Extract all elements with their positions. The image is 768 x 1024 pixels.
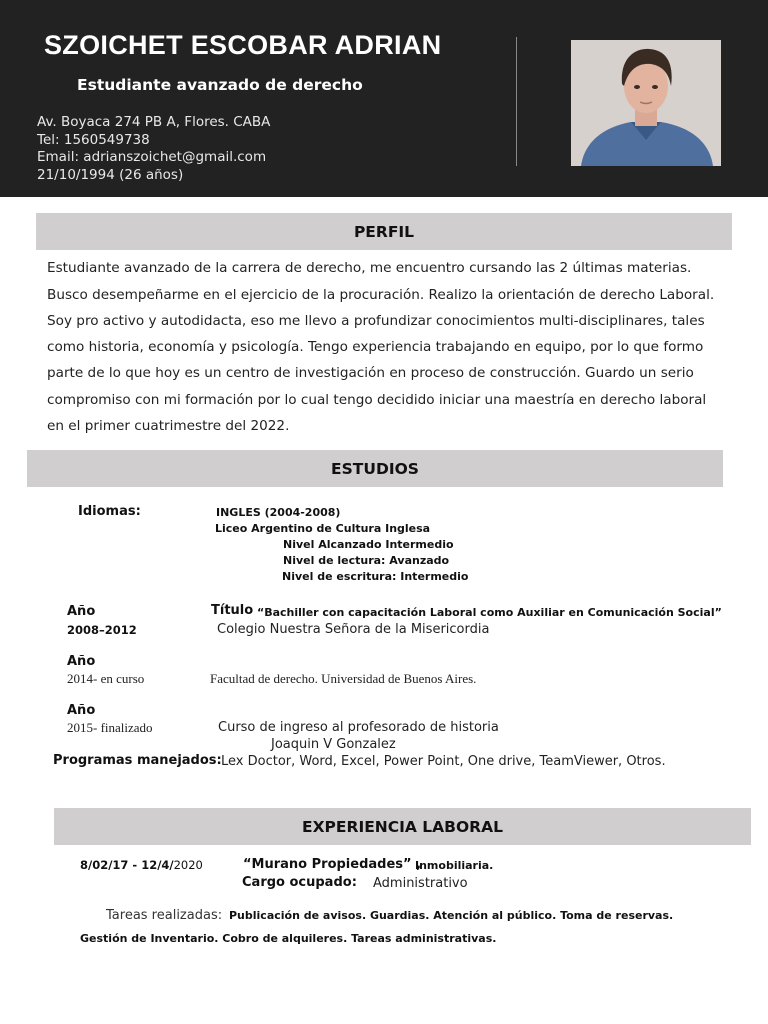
idioma-name: INGLES (2004-2008)	[216, 506, 341, 519]
idioma-writing: Nivel de escritura: Intermedio	[282, 570, 469, 583]
titulo-label: Título	[211, 603, 254, 618]
anio-label-1: Año	[67, 604, 96, 619]
perfil-line-1: Estudiante avanzado de la carrera de derecho, me encuentro cursando las 2 últimas materias.	[47, 260, 692, 276]
programas-label: Programas manejados:	[53, 753, 222, 768]
section-header-experiencia: EXPERIENCIA LABORAL	[54, 808, 751, 845]
anio-label-2: Año	[67, 654, 96, 669]
job-dates-year: 2020	[173, 858, 203, 872]
phone-text: Tel: 1560549738	[37, 132, 150, 148]
idioma-level: Nivel Alcanzado Intermedio	[283, 538, 454, 551]
section-header-estudios: ESTUDIOS	[27, 450, 723, 487]
job-company-type: Inmobiliaria.	[415, 859, 494, 872]
institution-entry-3-line-2: Joaquin V Gonzalez	[271, 737, 396, 752]
institution-entry-1: Colegio Nuestra Señora de la Misericordia	[217, 622, 490, 637]
years-entry-3: 2015- finalizado	[67, 720, 153, 735]
perfil-line-7: en el primer cuatrimestre del 2022.	[47, 418, 290, 434]
years-entry-2: 2014- en curso	[67, 671, 145, 686]
institution-entry-3: Curso de ingreso al profesorado de historia	[218, 720, 499, 735]
section-header-perfil: PERFIL	[36, 213, 732, 250]
tareas-label: Tareas realizadas:	[106, 908, 223, 923]
tareas-line-1: Publicación de avisos. Guardias. Atención al público. Toma de reservas.	[229, 909, 674, 922]
perfil-line-2: Busco desempeñarme en el ejercicio de la procuración. Realizo la orientación de derecho Laboral.	[47, 287, 715, 303]
idiomas-label: Idiomas:	[78, 504, 141, 519]
anio-label-3: Año	[67, 703, 96, 718]
cargo-value: Administrativo	[373, 876, 468, 891]
perfil-line-6: compromiso con mi formación por lo cual tengo decidido iniciar una maestría en derecho laboral	[47, 392, 707, 408]
institution-entry-2: Facultad de derecho. Universidad de Buenos Aires.	[210, 671, 477, 686]
idioma-institution: Liceo Argentino de Cultura Inglesa	[215, 522, 431, 535]
perfil-line-5: parte de lo que hoy es un centro de investigación en proceso de construcción. Guardo un serio	[47, 365, 694, 381]
job-dates-range: 8/02/17 - 12/4/	[80, 858, 174, 872]
email-text: Email: adrianszoichet@gmail.com	[37, 149, 267, 165]
person-name: SZOICHET ESCOBAR ADRIAN	[44, 30, 442, 60]
perfil-line-4: como historia, economía y psicología. Tengo experiencia trabajando en equipo, por lo que formo	[47, 339, 704, 355]
titulo-value: “Bachiller con capacitación Laboral como Auxiliar en Comunicación Social”	[257, 606, 722, 619]
job-company: “Murano Propiedades” ,	[243, 857, 422, 872]
address-text: Av. Boyaca 274 PB A, Flores. CABA	[37, 114, 271, 130]
job-dates	[80, 858, 203, 872]
tareas-line-2: Gestión de Inventario. Cobro de alquileres. Tareas administrativas.	[80, 932, 497, 945]
header-divider	[516, 37, 517, 166]
profile-photo	[571, 40, 721, 166]
perfil-line-3: Soy pro activo y autodidacta, eso me llevo a profundizar conocimientos multi-disciplinares, tales	[47, 313, 705, 329]
person-subtitle: Estudiante avanzado de derecho	[77, 76, 363, 94]
birthdate-text: 21/10/1994 (26 años)	[37, 167, 184, 183]
years-entry-1: 2008–2012	[67, 623, 137, 637]
cargo-label: Cargo ocupado:	[242, 875, 357, 890]
idioma-reading: Nivel de lectura: Avanzado	[283, 554, 450, 567]
profile-photo-illustration	[571, 40, 721, 166]
programas-value: Lex Doctor, Word, Excel, Power Point, One drive, TeamViewer, Otros.	[221, 754, 666, 769]
